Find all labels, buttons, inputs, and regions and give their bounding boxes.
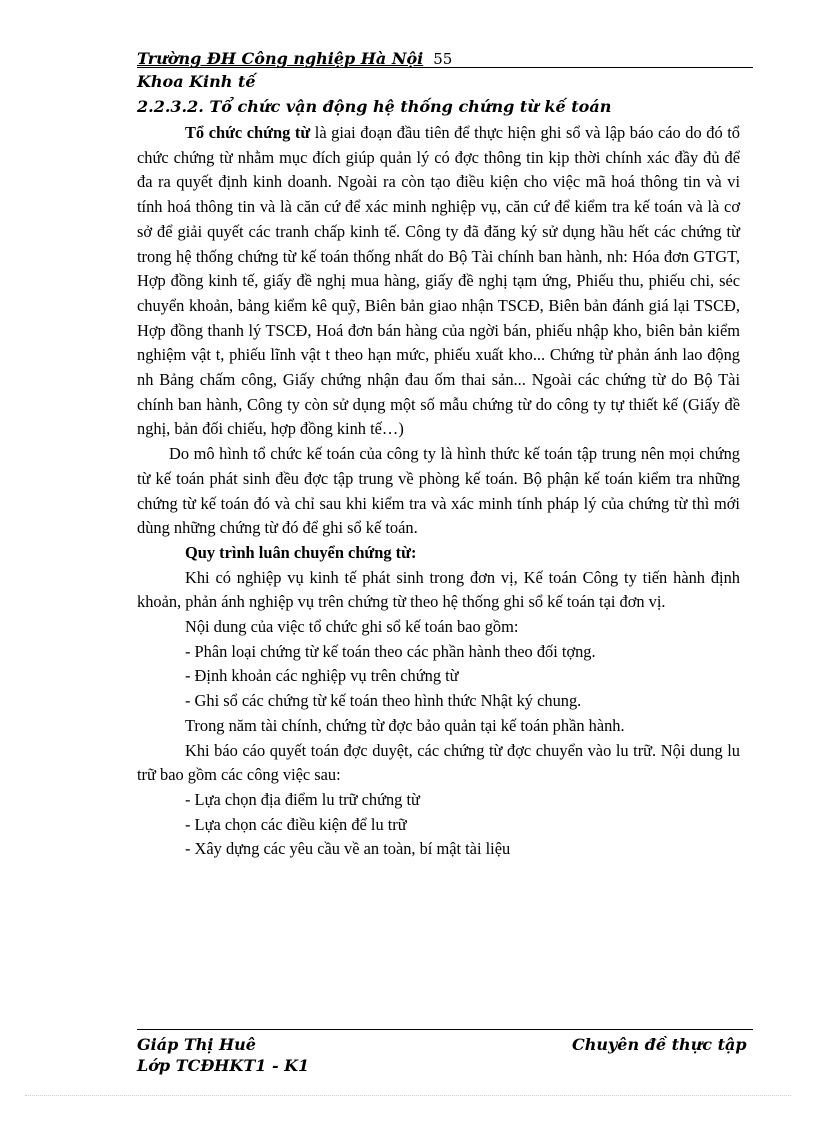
page-number: 55 xyxy=(433,50,453,68)
paragraph-6: Khi báo cáo quyết toán đợc duyệt, các chứng từ đợc chuyển vào lu trữ. Nội dung lu trữ bao gồm các công việc sau: xyxy=(137,740,740,785)
faculty-name: Khoa Kinh tế xyxy=(137,72,256,91)
report-type: Chuyên đề thực tập xyxy=(572,1035,747,1054)
paragraph-5: Trong năm tài chính, chứng từ đợc bảo quản tại kế toán phần hành. xyxy=(185,715,625,735)
list-item: - Lựa chọn các điều kiện để lu trữ xyxy=(185,814,407,834)
section-title: 2.2.3.2. Tổ chức vận động hệ thống chứng từ kế toán xyxy=(137,97,612,116)
paragraph-3: Khi có nghiệp vụ kinh tế phát sinh trong đơn vị, Kế toán Công ty tiến hành định khoản, phản ánh nghiệp vụ trên chứng từ theo hệ thống ghi sổ kế toán tại đơn vị. xyxy=(137,567,740,612)
list-item: - Lựa chọn địa điểm lu trữ chứng từ xyxy=(185,789,420,809)
paragraph-4: Nội dung của việc tổ chức ghi sổ kế toán bao gồm: xyxy=(185,617,519,637)
paragraph-2: Do mô hình tổ chức kế toán của công ty là hình thức kế toán tập trung nên mọi chứng từ kế toán phát sinh đều đợc tập trung về phòng kế toán. Bộ phận kế toán kiểm tra những chứng từ kế toán đó và chỉ sau khi kiểm tra và xác minh tính pháp lý của chứng từ thì mới dùng những chứng từ đó để ghi sổ kế toán. xyxy=(137,444,740,538)
subheading-document-flow: Quy trình luân chuyển chứng từ: xyxy=(185,542,417,562)
list-item: - Định khoản các nghiệp vụ trên chứng từ xyxy=(185,666,459,686)
list-item: - Ghi sổ các chứng từ kế toán theo hình thức Nhật ký chung. xyxy=(185,691,582,711)
school-name: Trường ĐH Công nghiệp Hà Nội xyxy=(137,49,424,68)
list-item: - Xây dựng các yêu cầu về an toàn, bí mật tài liệu xyxy=(185,839,511,859)
author-name: Giáp Thị Huê xyxy=(137,1035,256,1054)
header-rule xyxy=(137,67,753,68)
list-item: - Phân loại chứng từ kế toán theo các phần hành theo đối tợng. xyxy=(185,641,596,661)
paragraph-1-text: là giai đoạn đầu tiên để thực hiện ghi sổ và lập báo cáo do đó tổ chức chứng từ nhằm mục đích giúp quản lý có đợc thông tin kịp thời chính xác đầy đủ để đa ra quyết định kinh doanh. Ngoài ra còn tạo điều kiện cho việc mã hoá thông tin và vi tính hoá thông tin và là căn cứ để xác minh nghiệp vụ, căn cứ để kiểm tra kế toán và là cơ sở để giải quyết các tranh chấp kinh tế. Công ty đã đăng ký sử dụng hầu hết các chứng từ trong hệ thống chứng từ kế toán thống nhất do Bộ Tài chính ban hành, nh: Hóa đơn GTGT, Hợp đồng kinh tế, giấy đề nghị mua hàng, giấy đề nghị tạm ứng, Phiếu thu, phiếu chi, séc chuyển khoản, bảng kiểm kê quỹ, Biên bản giao nhận TSCĐ, Biên bản đánh giá lại TSCĐ, Hợp đồng thanh lý TSCĐ, Hoá đơn bán hàng của ngời bán, phiếu nhập kho, biên bản kiểm nghiệm vật t, phiếu lĩnh vật t theo hạn mức, phiếu xuất kho... Chứng từ phản ánh lao động nh Bảng chấm công, Giấy chứng nhận đau ốm thai sản... Ngoài các chứng từ do Bộ Tài chính ban hành, Công ty còn sử dụng một số mẫu chứng từ do công ty tự thiết kế (Giấy đề nghị, bản đối chiếu, hợp đồng kinh tế…) xyxy=(137,123,740,439)
page-bottom-border xyxy=(25,1095,791,1096)
document-body xyxy=(137,121,740,862)
paragraph-1 xyxy=(137,121,740,442)
page-header xyxy=(137,49,452,69)
footer-rule xyxy=(137,1029,753,1030)
class-name: Lớp TCĐHKT1 - K1 xyxy=(137,1056,310,1075)
paragraph-1-lead: Tổ chức chứng từ xyxy=(185,123,311,142)
